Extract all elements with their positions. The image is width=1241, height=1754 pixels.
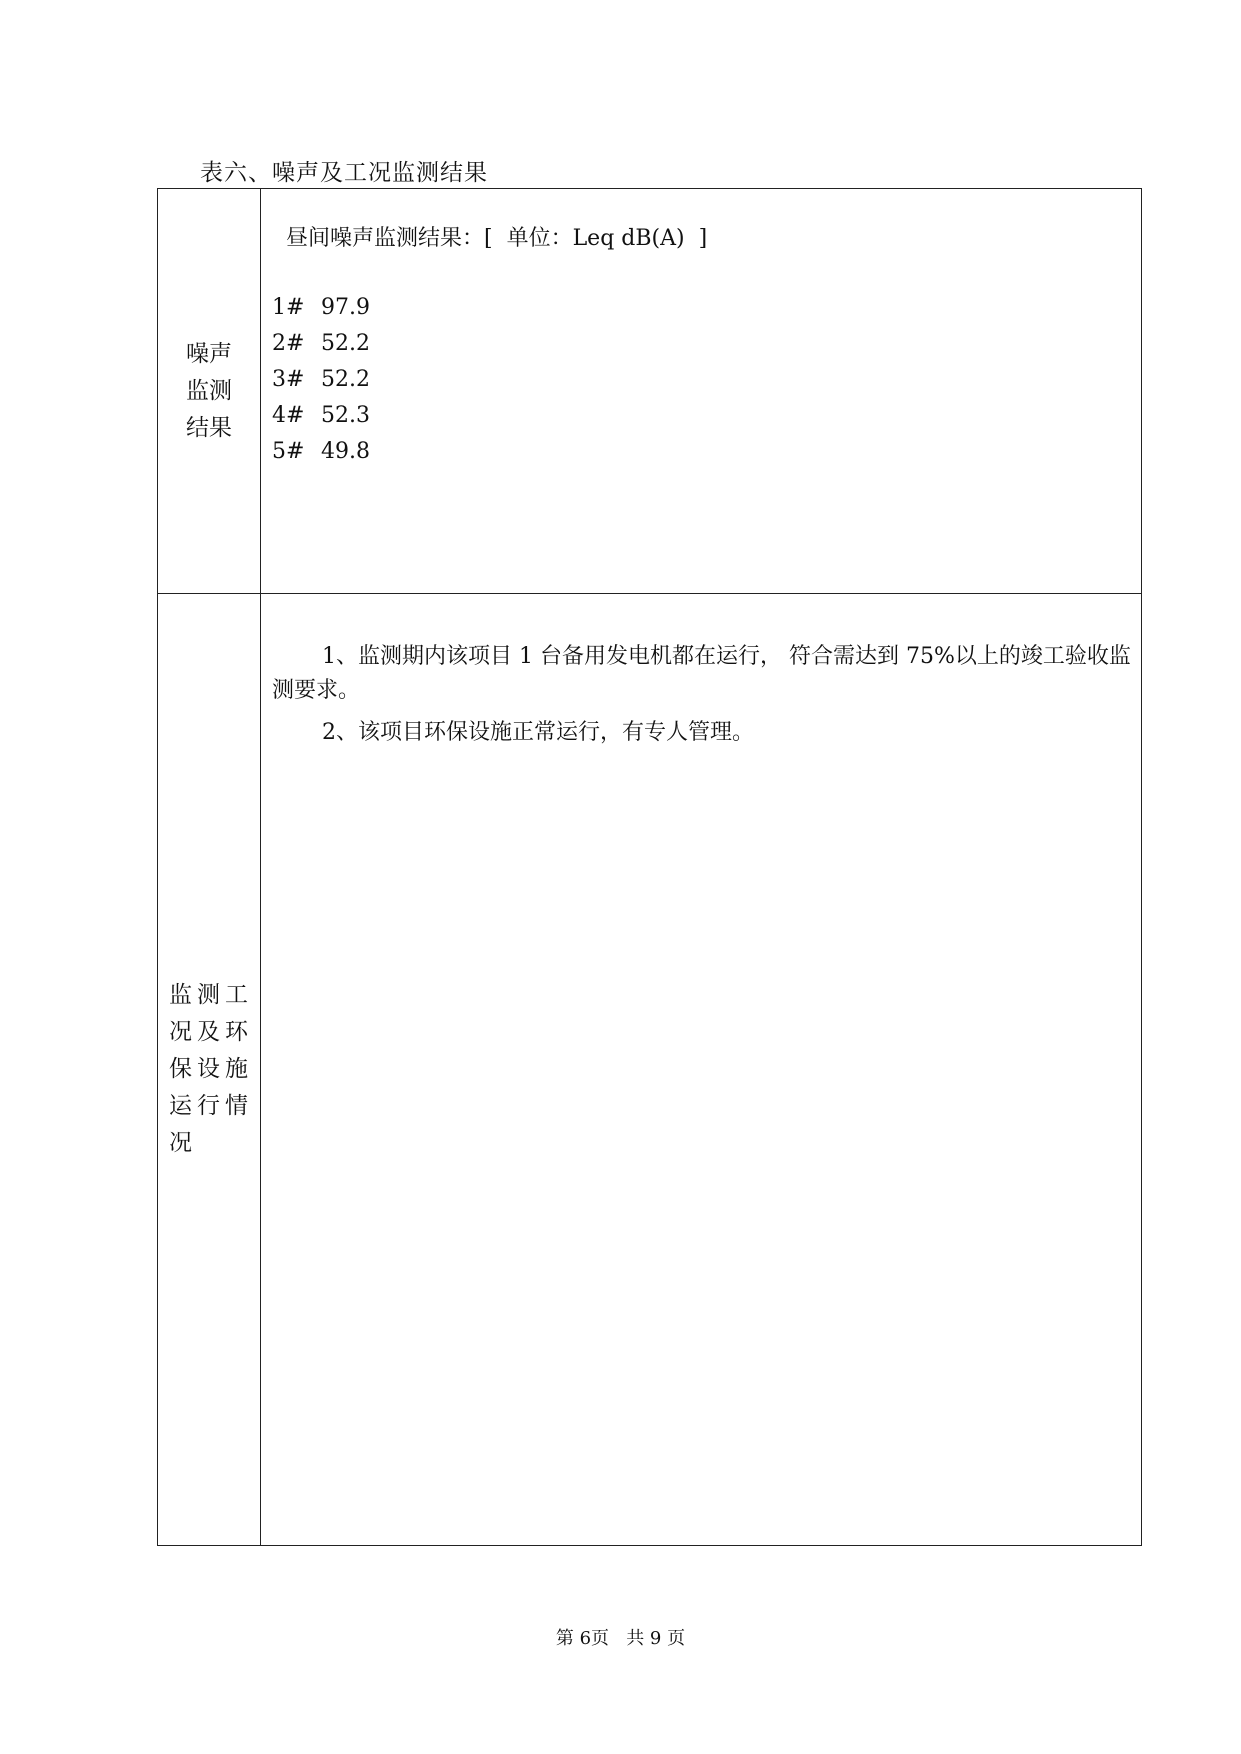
reading-row [272, 362, 370, 398]
noise-label-cell [158, 189, 261, 594]
operation-label-cell [158, 594, 261, 1546]
reading-value: 52.2 [321, 331, 370, 356]
reading-point: 4# [272, 403, 305, 428]
reading-row [272, 434, 370, 470]
reading-point: 3# [272, 367, 305, 392]
table-caption: 表六、噪声及工况监测结果 [200, 160, 488, 186]
operation-content-cell [261, 594, 1142, 1546]
noise-readings-list [272, 290, 370, 470]
reading-value: 52.3 [321, 403, 370, 428]
operation-paragraph-1: 1、监测期内该项目 1 台备用发电机都在运行， 符合需达到 75%以上的竣工验收监测要求。 [272, 644, 1131, 703]
reading-row [272, 398, 370, 434]
reading-row [272, 290, 370, 326]
operation-row [158, 594, 1142, 1546]
reading-value: 97.9 [321, 295, 370, 320]
page-footer: 第 6页 共 9 页 [555, 1628, 686, 1649]
reading-value: 49.8 [321, 439, 370, 464]
noise-heading: 昼间噪声监测结果：[ 单位：Leq dB(A) ] [286, 226, 708, 251]
reading-point: 2# [272, 331, 305, 356]
operation-label: 监测工况及环保设施运行情况 [169, 982, 253, 1156]
noise-row [158, 189, 1142, 594]
noise-content-cell [261, 189, 1142, 594]
reading-point: 5# [272, 439, 305, 464]
reading-value: 52.2 [321, 367, 370, 392]
noise-label: 噪声监测结果 [186, 340, 232, 441]
reading-row [272, 326, 370, 362]
monitoring-results-table [157, 188, 1142, 1546]
operation-paragraph-2: 2、该项目环保设施正常运行，有专人管理。 [322, 720, 754, 745]
reading-point: 1# [272, 295, 305, 320]
